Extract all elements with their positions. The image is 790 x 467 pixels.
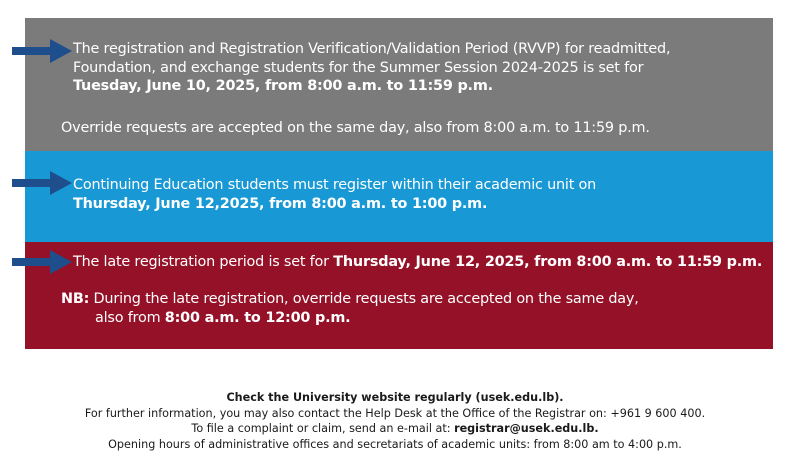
help-desk-info: For further information, you may also contact the Help Desk at the Office of the Registrar on: +961 9 600 400. [84,406,706,420]
complaint-prefix: To file a complaint or claim, send an e-mail at: [191,422,455,435]
section1-line1: The registration and Registration Verification/Validation Period (RVVP) for readmitted, [73,41,671,57]
section1-date: Tuesday, June 10, 2025, from 8:00 a.m. to 11:59 p.m. [73,78,493,94]
complaint-info [0,421,790,437]
section3-line1 [73,253,762,272]
override-note: Override requests are accepted on the same day, also from 8:00 a.m. to 11:59 p.m. [61,120,650,136]
footer-info [0,390,790,452]
nb-text: During the late registration, override requests are accepted on the same day, [89,291,639,307]
opening-hours: Opening hours of administrative offices and secretariats of academic units: from 8:00 am to 4:00 p.m. [108,437,682,451]
section2-line1: Continuing Education students must register within their academic unit on [73,177,597,193]
late-registration-section [25,242,773,349]
section2-text [73,176,596,213]
section1-line2: Foundation, and exchange students for the Summer Session 2024-2025 is set for [73,59,644,76]
section1-text [73,40,670,96]
late-registration-date: Thursday, June 12, 2025, from 8:00 a.m. to 11:59 p.m. [333,254,763,270]
website-reminder: Check the University website regularly (usek.edu.lb). [226,391,564,404]
late-registration-label: The late registration period is set for [73,254,334,270]
section2-date: Thursday, June 12,2025, from 8:00 a.m. to 1:00 p.m. [73,195,488,212]
continuing-education-section [25,151,773,242]
arrow-right-icon [12,171,72,195]
registrar-email-link[interactable]: registrar@usek.edu.lb. [454,422,599,435]
nb-label: NB: [61,291,90,307]
nb-line2 [95,309,350,328]
readmitted-registration-section [25,18,773,151]
nb-line2-time: 8:00 a.m. to 12:00 p.m. [164,310,351,326]
arrow-right-icon [12,250,72,274]
nb-line2-prefix: also from [95,310,165,326]
arrow-right-icon [12,39,72,63]
nb-note [61,290,639,309]
